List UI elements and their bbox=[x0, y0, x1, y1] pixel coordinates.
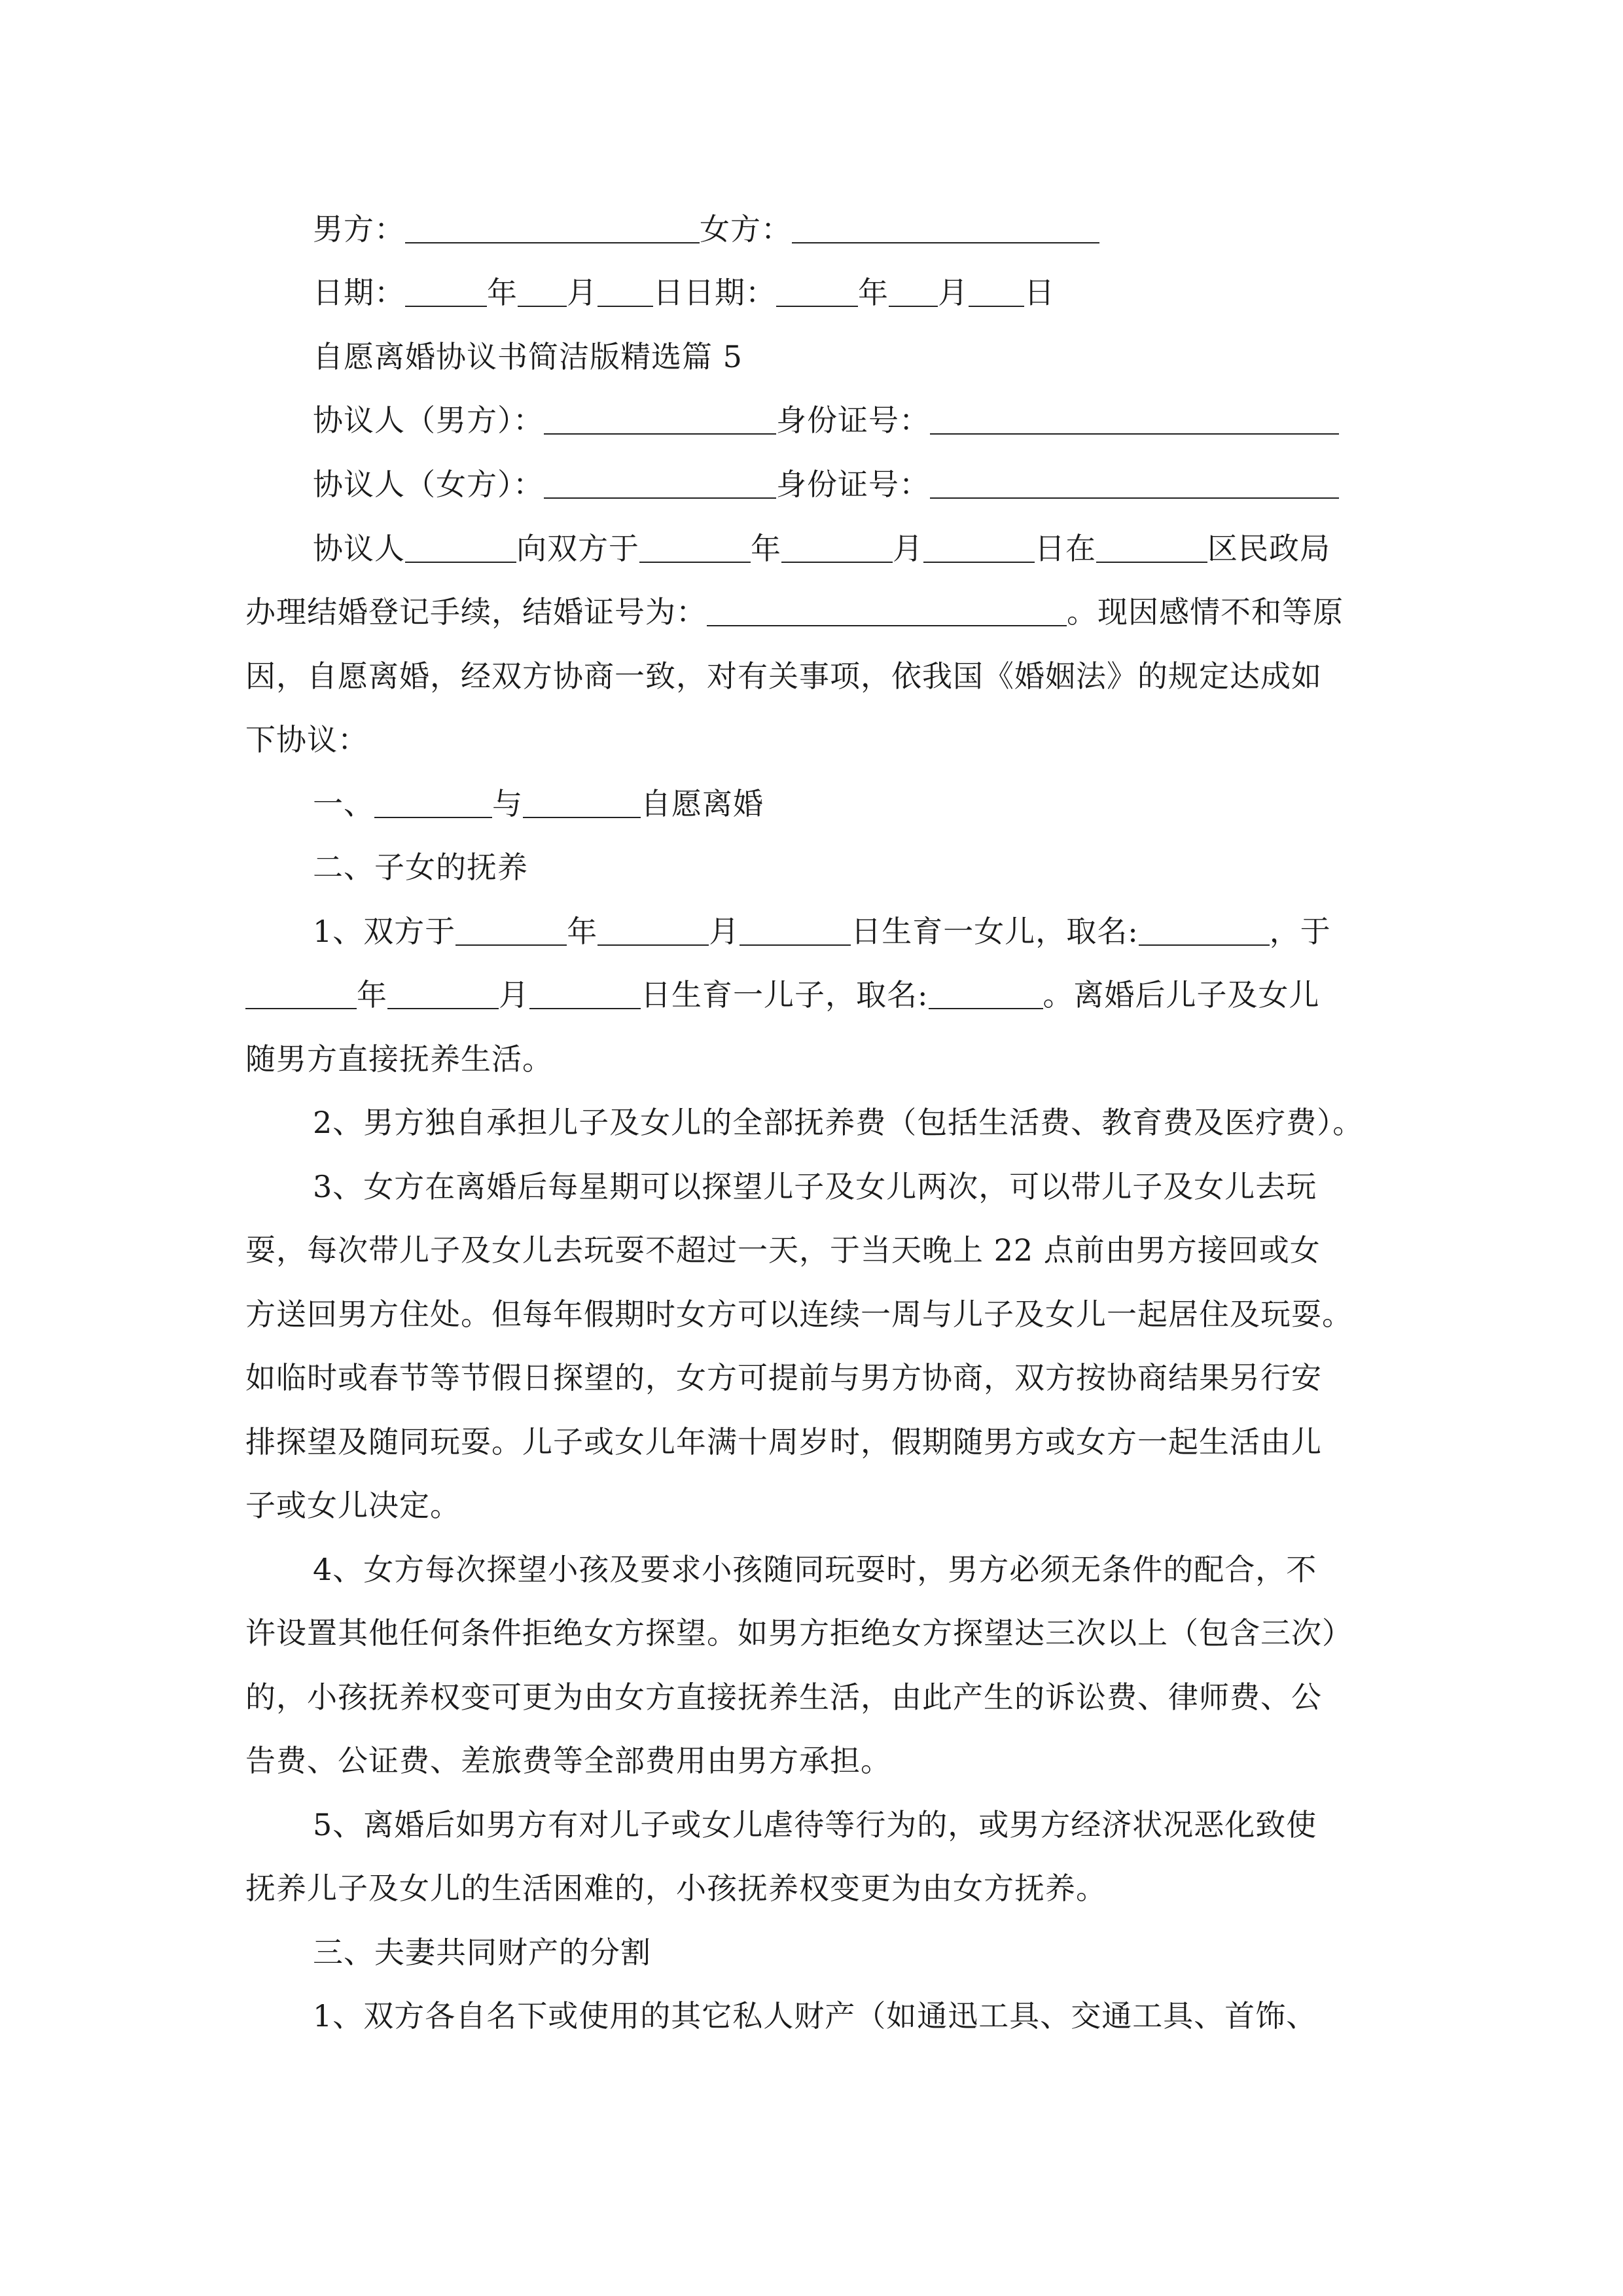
month-label: 月 bbox=[567, 275, 597, 310]
section-2-item-1-line-3: 随男方直接抚养生活。 bbox=[245, 1041, 553, 1077]
year-blank-2[interactable] bbox=[776, 278, 858, 307]
year-blank[interactable] bbox=[405, 278, 487, 307]
day-label-2: 日 bbox=[1024, 275, 1055, 310]
son-name-blank[interactable] bbox=[929, 980, 1043, 1009]
section-2-item-4-line: 许设置其他任何条件拒绝女方探望。如男方拒绝女方探望达三次以上（包含三次） bbox=[245, 1615, 1353, 1651]
month-label-2: 月 bbox=[938, 275, 969, 310]
section-1-number: 一、 bbox=[313, 786, 374, 821]
section-2-item-2: 2、男方独自承担儿子及女儿的全部抚养费（包括生活费、教育费及医疗费）。 bbox=[313, 1105, 1364, 1140]
item-text: 年 bbox=[567, 914, 598, 949]
item-text: 。离婚后儿子及女儿 bbox=[1043, 977, 1320, 1013]
day-blank[interactable] bbox=[597, 278, 653, 307]
year-label: 年 bbox=[487, 275, 518, 310]
female-signature-blank[interactable] bbox=[792, 215, 1099, 243]
intro-text: 月 bbox=[893, 531, 923, 566]
section-2-item-3-line: 子或女儿决定。 bbox=[245, 1488, 461, 1523]
intro-text: 协议人 bbox=[313, 531, 405, 566]
section-3-heading: 三、夫妻共同财产的分割 bbox=[313, 1935, 651, 1970]
intro-blank[interactable] bbox=[781, 534, 893, 563]
intro-blank[interactable] bbox=[639, 534, 751, 563]
party-female-blank[interactable] bbox=[544, 470, 776, 499]
section-1-blank[interactable] bbox=[374, 789, 492, 818]
item-text: ，于 bbox=[1269, 914, 1331, 949]
item-text: 月 bbox=[499, 977, 529, 1013]
section-3-item-1: 1、双方各自名下或使用的其它私人财产（如通迅工具、交通工具、首饰、 bbox=[313, 1998, 1317, 2034]
section-2-item-5-line: 5、离婚后如男方有对儿子或女儿虐待等行为的，或男方经济状况恶化致使 bbox=[313, 1807, 1317, 1842]
day-blank-2[interactable] bbox=[969, 278, 1024, 307]
section-2-item-3-line: 如临时或春节等节假日探望的，女方可提前与男方协商，双方按协商结果另行安 bbox=[245, 1360, 1322, 1395]
marriage-cert-blank[interactable] bbox=[707, 598, 1067, 626]
section-2-item-4-line: 告费、公证费、差旅费等全部费用由男方承担。 bbox=[245, 1743, 891, 1778]
intro-text: 年 bbox=[751, 531, 781, 566]
agreement-title: 自愿离婚协议书简洁版精选篇 5 bbox=[313, 339, 743, 374]
intro-line-4: 下协议： bbox=[245, 722, 368, 757]
date-line bbox=[313, 273, 1055, 312]
item-text: 日生育一女儿，取名: bbox=[851, 914, 1139, 949]
id-label-female: 身份证号： bbox=[776, 467, 930, 502]
party-male-label: 协议人（男方）： bbox=[313, 403, 544, 438]
intro-text: 区民政局 bbox=[1207, 531, 1330, 566]
section-2-item-4-line: 4、女方每次探望小孩及要求小孩随同玩耍时，男方必须无条件的配合，不 bbox=[313, 1552, 1317, 1587]
birth-blank[interactable] bbox=[455, 917, 567, 946]
item-text: 月 bbox=[709, 914, 740, 949]
date-label: 日期： bbox=[313, 275, 405, 310]
birth-blank[interactable] bbox=[740, 917, 851, 946]
id-female-blank[interactable] bbox=[930, 470, 1339, 499]
month-blank[interactable] bbox=[518, 278, 567, 307]
birth-blank[interactable] bbox=[387, 980, 499, 1009]
year-label-2: 年 bbox=[858, 275, 889, 310]
section-2-item-3-line: 3、女方在离婚后每星期可以探望儿子及女儿两次，可以带儿子及女儿去玩 bbox=[313, 1169, 1317, 1204]
intro-text: 日在 bbox=[1035, 531, 1096, 566]
birth-blank[interactable] bbox=[245, 980, 357, 1009]
signature-line bbox=[313, 209, 1099, 249]
intro-blank[interactable] bbox=[923, 534, 1035, 563]
female-signature-label: 女方： bbox=[700, 211, 792, 247]
party-female-line bbox=[313, 465, 1339, 504]
item-text: 日生育一儿子，取名: bbox=[641, 977, 929, 1013]
section-1 bbox=[313, 784, 764, 823]
intro-blank[interactable] bbox=[1096, 534, 1207, 563]
intro-text: 办理结婚登记手续，结婚证号为： bbox=[245, 594, 707, 630]
id-male-blank[interactable] bbox=[930, 406, 1339, 435]
id-label-male: 身份证号： bbox=[776, 403, 930, 438]
male-signature-label: 男方： bbox=[313, 211, 405, 247]
section-1-text: 与 bbox=[492, 786, 523, 821]
intro-line-3: 因，自愿离婚，经双方协商一致，对有关事项，依我国《婚姻法》的规定达成如 bbox=[245, 658, 1322, 694]
section-2-item-3-line: 排探望及随同玩耍。儿子或女儿年满十周岁时，假期随男方或女方一起生活由儿 bbox=[245, 1424, 1322, 1460]
section-2-item-4-line: 的，小孩抚养权变可更为由女方直接抚养生活，由此产生的诉讼费、律师费、公 bbox=[245, 1679, 1322, 1715]
party-male-blank[interactable] bbox=[544, 406, 776, 435]
intro-text: 。现因感情不和等原 bbox=[1067, 594, 1344, 630]
intro-line-1 bbox=[313, 529, 1330, 568]
party-male-line bbox=[313, 401, 1339, 440]
party-female-label: 协议人（女方）： bbox=[313, 467, 544, 502]
section-1-blank[interactable] bbox=[523, 789, 641, 818]
item-text: 1、双方于 bbox=[313, 914, 456, 949]
day-date-label: 日日期： bbox=[653, 275, 776, 310]
item-text: 年 bbox=[357, 977, 387, 1013]
section-2-item-3-line: 耍，每次带儿子及女儿去玩耍不超过一天，于当天晚上 22 点前由男方接回或女 bbox=[245, 1232, 1321, 1268]
month-blank-2[interactable] bbox=[889, 278, 938, 307]
section-2-item-5-line: 抚养儿子及女儿的生活困难的，小孩抚养权变更为由女方抚养。 bbox=[245, 1871, 1107, 1906]
section-2-heading: 二、子女的抚养 bbox=[313, 850, 528, 885]
intro-blank[interactable] bbox=[405, 534, 516, 563]
section-2-item-1-line-2 bbox=[245, 975, 1320, 1014]
birth-blank[interactable] bbox=[529, 980, 641, 1009]
section-2-item-3-line: 方送回男方住处。但每年假期时女方可以连续一周与儿子及女儿一起居住及玩耍。 bbox=[245, 1297, 1353, 1332]
intro-line-2 bbox=[245, 592, 1344, 632]
daughter-name-blank[interactable] bbox=[1139, 917, 1270, 946]
intro-text: 向双方于 bbox=[516, 531, 639, 566]
birth-blank[interactable] bbox=[597, 917, 709, 946]
section-1-text: 自愿离婚 bbox=[641, 786, 764, 821]
section-2-item-1-line-1 bbox=[313, 912, 1331, 951]
male-signature-blank[interactable] bbox=[405, 215, 700, 243]
